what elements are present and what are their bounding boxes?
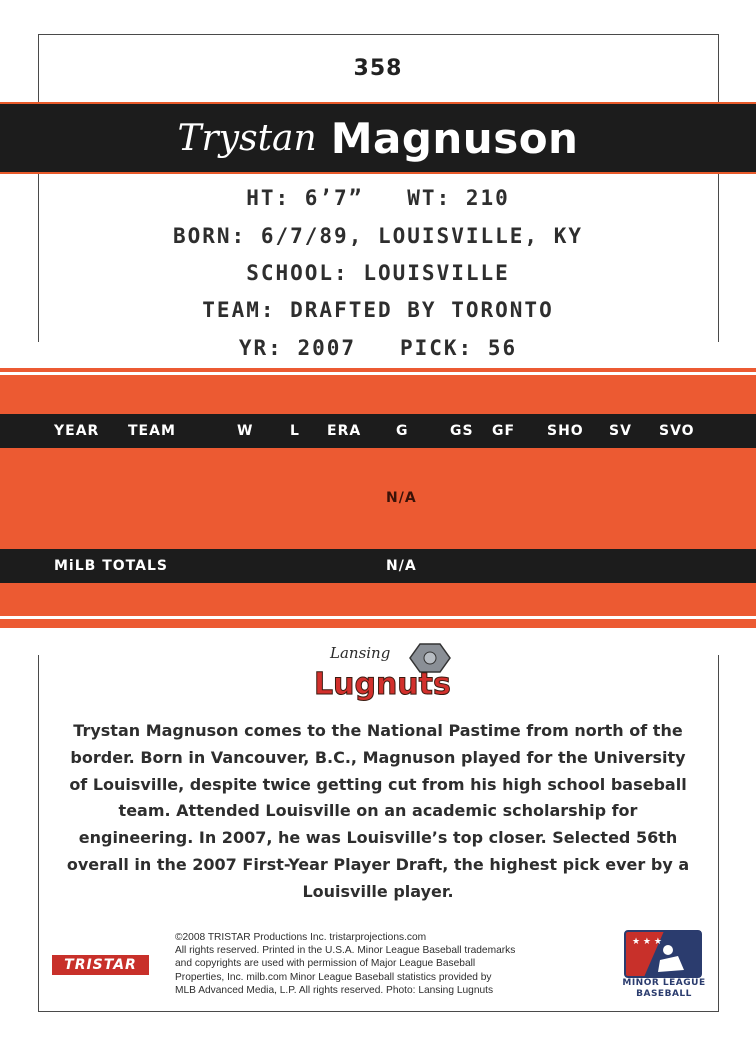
stat-header-year: YEAR [54,423,100,439]
stats-bottom-stripe [0,616,756,619]
stats-top-stripe [0,372,756,375]
milb-label [606,978,722,1000]
stat-header-gf: GF [492,423,516,439]
stat-header-g: G [396,423,409,439]
legal-line: ©2008 TRISTAR Productions Inc. tristarprojections.com [175,932,427,943]
milb-label-line1: MINOR LEAGUE [622,978,706,988]
stat-header-sho: SHO [547,423,584,439]
legal-line: MLB Advanced Media, L.P. All rights reserved. Photo: Lansing Lugnuts [175,984,494,996]
player-description: Trystan Magnuson comes to the National Pastime from north of the border. Born in Vancouver, B.C., Magnuson played for the University of Louisville, despite twice getting cut from his high school baseball team. Attended Louisville on an academic scholarship for engineering. In 2007, he was Louisville’s top closer. Selected 56th overall in the 2007 First-Year Player Draft, the highest pick ever by a Louisville player. [66,721,690,901]
legal-text [175,931,615,997]
svg-text:Lugnuts: Lugnuts [314,667,451,702]
milb-label-line2: BASEBALL [636,989,692,999]
stat-header-team: TEAM [128,423,176,439]
stats-header-bar [0,414,756,448]
height-weight: HT: 6’7” WT: 210 [246,186,510,210]
tristar-logo: TRISTAR [52,955,149,975]
card-number: 358 [353,56,403,81]
stat-header-era: ERA [327,423,362,439]
totals-value: N/A [386,558,417,574]
stats-row-value: N/A [386,490,417,506]
frame-left-lower [38,655,39,1011]
legal-line: Properties, Inc. milb.com Minor League Baseball statistics provided by [175,971,492,983]
player-first-name: Trystan [177,117,317,159]
born-line: BORN: 6/7/89, LOUISVILLE, KY [172,224,583,248]
school-line: SCHOOL: LOUISVILLE [246,261,510,285]
stats-panel [0,368,756,628]
svg-text:Lansing: Lansing [330,644,391,662]
svg-text:★ ★ ★: ★ ★ ★ [632,937,662,947]
totals-bar [0,549,756,583]
frame-top [38,34,718,35]
player-name [0,102,756,174]
team-line: TEAM: DRAFTED BY TORONTO [202,298,554,322]
milb-logo-icon [624,930,702,978]
stat-header-sv: SV [609,423,632,439]
stat-header-w: W [237,423,254,439]
name-banner [0,102,756,174]
stat-header-svo: SVO [659,423,695,439]
frame-right-lower [718,655,719,1011]
totals-label: MiLB TOTALS [54,558,168,574]
lansing-lugnuts-logo [312,640,462,706]
draft-line: YR: 2007 PICK: 56 [238,336,518,360]
legal-line: All rights reserved. Printed in the U.S.A. Minor League Baseball trademarks [175,945,516,957]
stat-header-l: L [290,423,300,439]
player-last-name: Magnuson [330,113,579,163]
frame-bottom [38,1011,719,1012]
stat-header-gs: GS [450,423,474,439]
legal-line: and copyrights are used with permission of Major League Baseball [175,958,476,970]
